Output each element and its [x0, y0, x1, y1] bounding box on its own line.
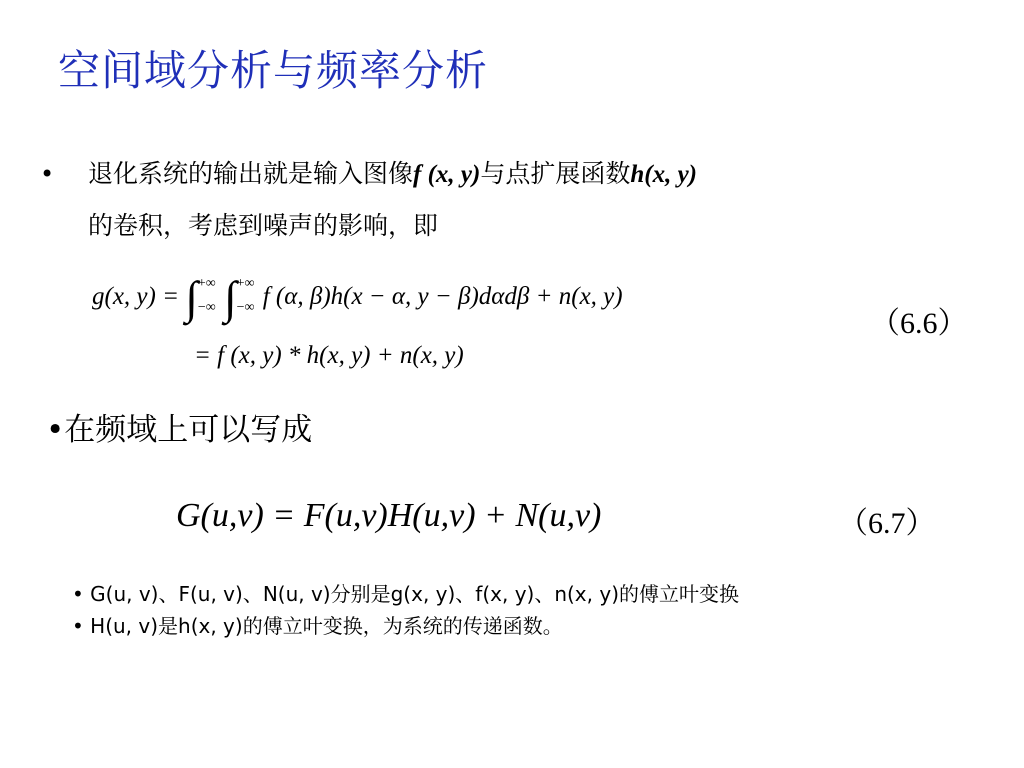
- eq-integrand: f (α, β)h(x − α, y − β)dαdβ + n(x, y): [262, 283, 623, 310]
- bullet-marker: •: [40, 160, 55, 188]
- f-xy-term: f (x, y): [413, 161, 481, 188]
- integral-sign-2: ∫: [223, 272, 237, 324]
- eq-lhs: g(x, y) =: [92, 283, 179, 310]
- equation-6-6-line-2: = f (x, y) * h(x, y) + n(x, y): [194, 342, 464, 369]
- bullet-text-pre: 退化系统的输出就是输入图像: [88, 159, 414, 188]
- bullet-line-1: [88, 158, 697, 191]
- integral-limits-2: +∞ −∞: [236, 276, 255, 316]
- equation-6-7: G(u,v) = F(u,v)H(u,v) + N(u,v): [176, 497, 602, 534]
- integral-sign-1: ∫: [185, 272, 198, 324]
- bullet-line-2: 的卷积，考虑到噪声的影响，即: [88, 211, 439, 240]
- integral-limits-1: +∞ −∞: [197, 276, 216, 316]
- note-fourier-transforms: • G(u, v)、F(u, v)、N(u, v)分别是g(x, y)、f(x, y)、n(x, y)的傅立叶变换: [72, 582, 740, 606]
- equation-6-6-line-1: [92, 262, 623, 332]
- bullet-frequency-domain: •在频域上可以写成: [46, 412, 313, 448]
- equation-number-6-6: （6.6）: [870, 307, 968, 340]
- h-xy-term: h(x, y): [630, 161, 698, 188]
- slide-title: 空间域分析与频率分析: [58, 46, 489, 95]
- notes-list: [72, 578, 739, 642]
- equation-number-6-7: （6.7）: [838, 507, 936, 540]
- bullet-text-mid: 与点扩展函数: [480, 159, 631, 188]
- note-transfer-function: • H(u, v)是h(x, y)的傅立叶变换，为系统的传递函数。: [72, 614, 563, 638]
